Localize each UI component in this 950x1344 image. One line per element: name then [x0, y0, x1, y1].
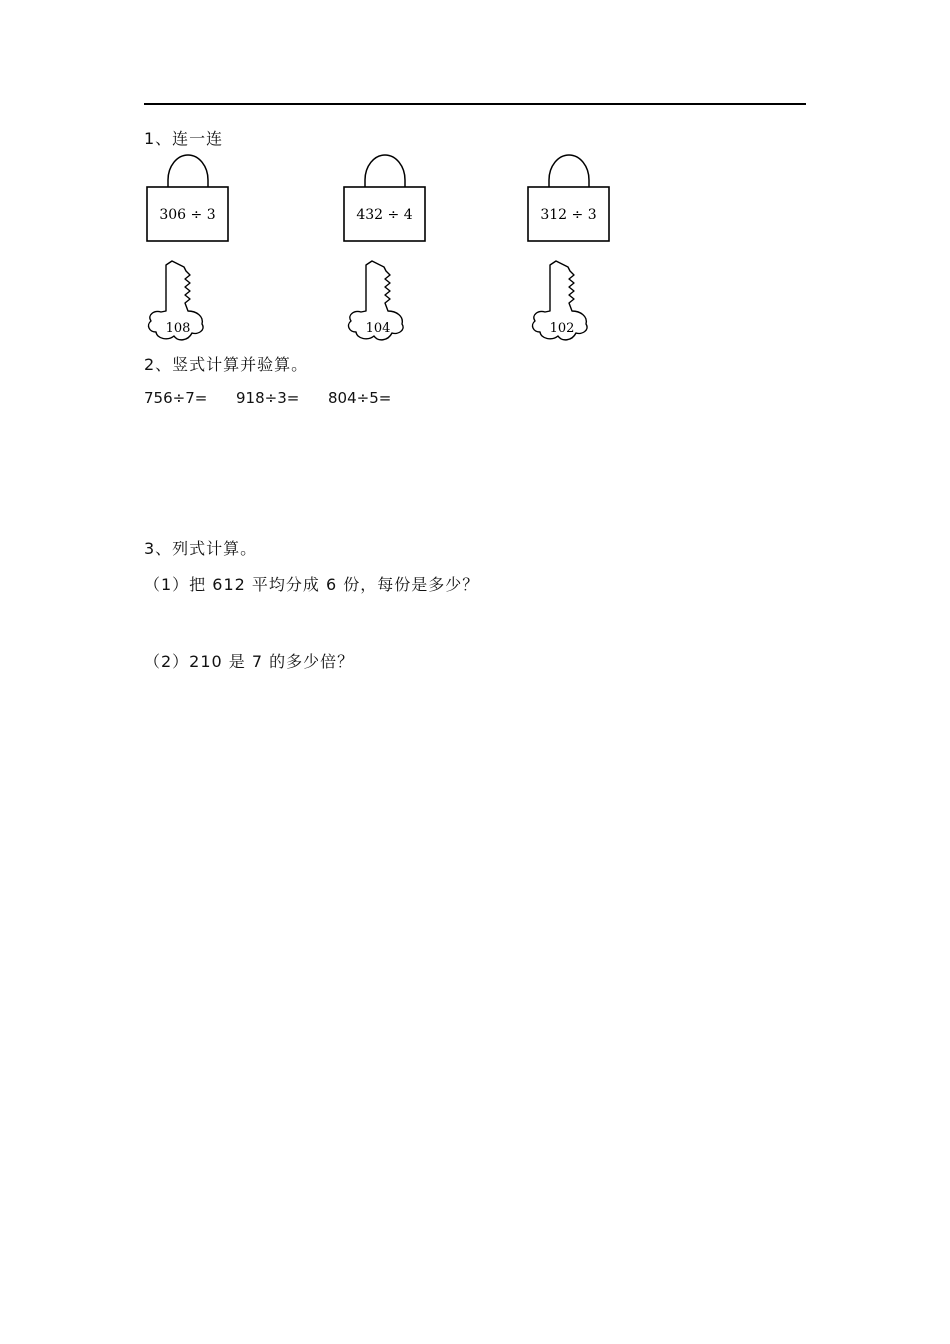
key-1-label: 108: [165, 321, 191, 336]
q3-title: 3、列式计算。: [144, 539, 258, 558]
q2-expression-2: 918÷3=: [236, 389, 300, 407]
q2-expression-3: 804÷5=: [328, 389, 392, 407]
q3-item-1: （1）把 612 平均分成 6 份，每份是多少？: [144, 575, 480, 594]
key-3: [528, 259, 594, 345]
header-rule: [144, 103, 806, 105]
lock-2-label: 432 ÷ 4: [356, 207, 413, 223]
lock-3-label: 312 ÷ 3: [540, 207, 597, 223]
q3-item-2: （2）210 是 7 的多少倍？: [144, 652, 355, 671]
key-2: [344, 259, 410, 345]
lock-2: [343, 150, 427, 244]
key-3-label: 102: [549, 321, 575, 336]
q2-expression-1: 756÷7=: [144, 389, 208, 407]
q1-title: 1、连一连: [144, 129, 224, 148]
lock-3: [527, 150, 611, 244]
lock-1-label: 306 ÷ 3: [159, 207, 216, 223]
lock-1: [146, 150, 230, 244]
key-2-label: 104: [365, 321, 391, 336]
key-1: [144, 259, 210, 345]
q2-title: 2、竖式计算并验算。: [144, 355, 309, 374]
